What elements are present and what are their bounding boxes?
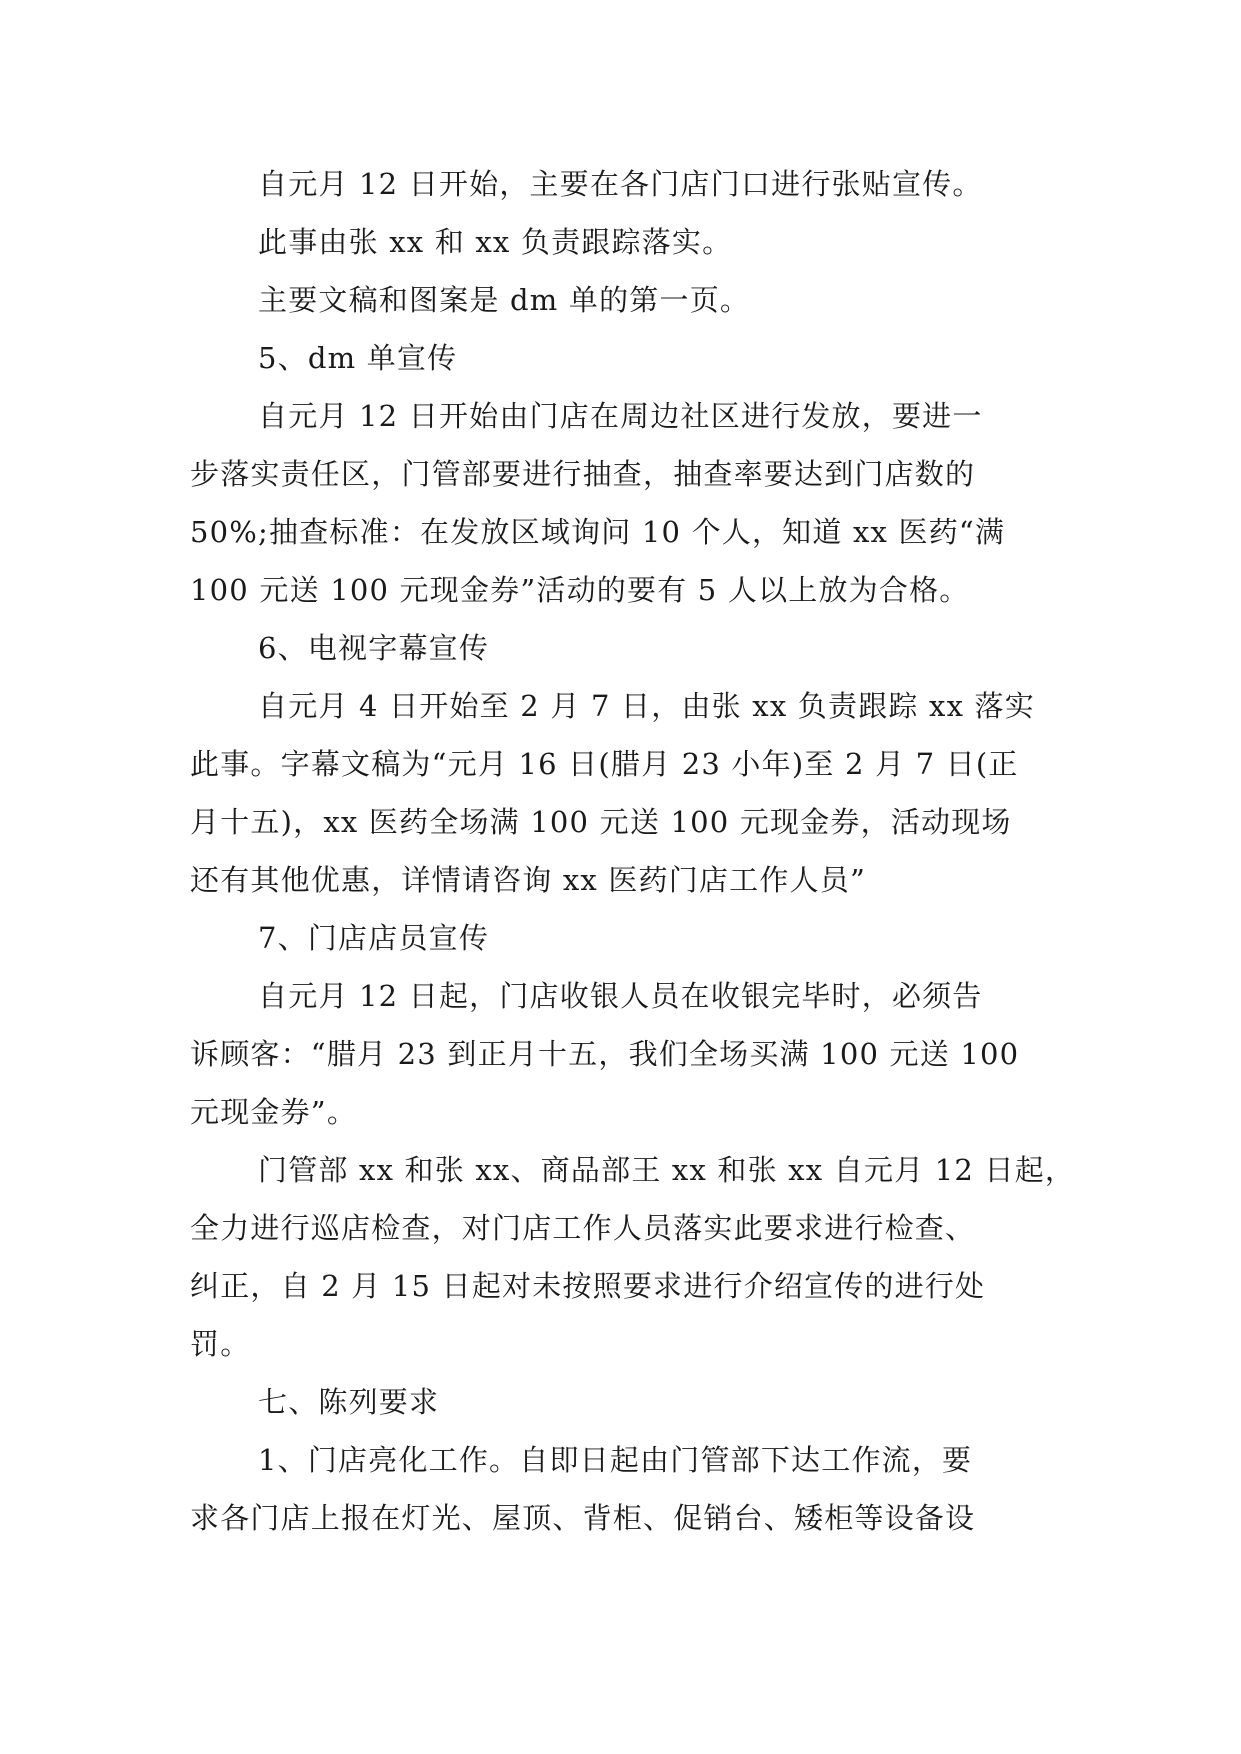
paragraph-line: 元现金券”。 xyxy=(190,1095,358,1129)
paragraph-line: 1、门店亮化工作。自即日起由门管部下达工作流，要 xyxy=(258,1443,973,1477)
paragraph-line: 自元月 12 日开始，主要在各门店门口进行张贴宣传。 xyxy=(258,167,983,201)
section-heading: 7、门店店员宣传 xyxy=(258,921,490,955)
paragraph-line: 罚。 xyxy=(190,1327,251,1361)
paragraph-line: 主要文稿和图案是 dm 单的第一页。 xyxy=(258,283,751,317)
paragraph-line: 全力进行巡店检查，对门店工作人员落实此要求进行检查、 xyxy=(190,1211,976,1245)
section-heading: 6、电视字幕宣传 xyxy=(258,631,490,665)
paragraph-line: 月十五)，xx 医药全场满 100 元送 100 元现金券，活动现场 xyxy=(190,805,1012,839)
paragraph-line: 此事。字幕文稿为“元月 16 日(腊月 23 小年)至 2 月 7 日(正 xyxy=(190,747,1019,781)
paragraph-line: 此事由张 xx 和 xx 负责跟踪落实。 xyxy=(258,225,733,259)
paragraph-line: 100 元送 100 元现金券”活动的要有 5 人以上放为合格。 xyxy=(190,573,970,607)
paragraph-line: 纠正，自 2 月 15 日起对未按照要求进行介绍宣传的进行处 xyxy=(190,1269,986,1303)
paragraph-line: 求各门店上报在灯光、屋顶、背柜、促销台、矮柜等设备设 xyxy=(190,1501,976,1535)
paragraph-line: 诉顾客：“腊月 23 到正月十五，我们全场买满 100 元送 100 xyxy=(190,1037,1020,1071)
paragraph-line: 50%;抽查标准：在发放区域询问 10 个人，知道 xx 医药“满 xyxy=(190,515,1006,549)
section-heading: 七、陈列要求 xyxy=(258,1385,440,1419)
paragraph-line: 自元月 4 日开始至 2 月 7 日，由张 xx 负责跟踪 xx 落实 xyxy=(258,689,1035,723)
paragraph-line: 还有其他优惠，详情请咨询 xx 医药门店工作人员” xyxy=(190,863,866,897)
paragraph-line: 自元月 12 日开始由门店在周边社区进行发放，要进一 xyxy=(258,399,983,433)
paragraph-line: 步落实责任区，门管部要进行抽查，抽查率要达到门店数的 xyxy=(190,457,976,491)
paragraph-line: 自元月 12 日起，门店收银人员在收银完毕时，必须告 xyxy=(258,979,983,1013)
section-heading: 5、dm 单宣传 xyxy=(258,341,458,375)
paragraph-line: 门管部 xx 和张 xx、商品部王 xx 和张 xx 自元月 12 日起， xyxy=(258,1153,1076,1187)
